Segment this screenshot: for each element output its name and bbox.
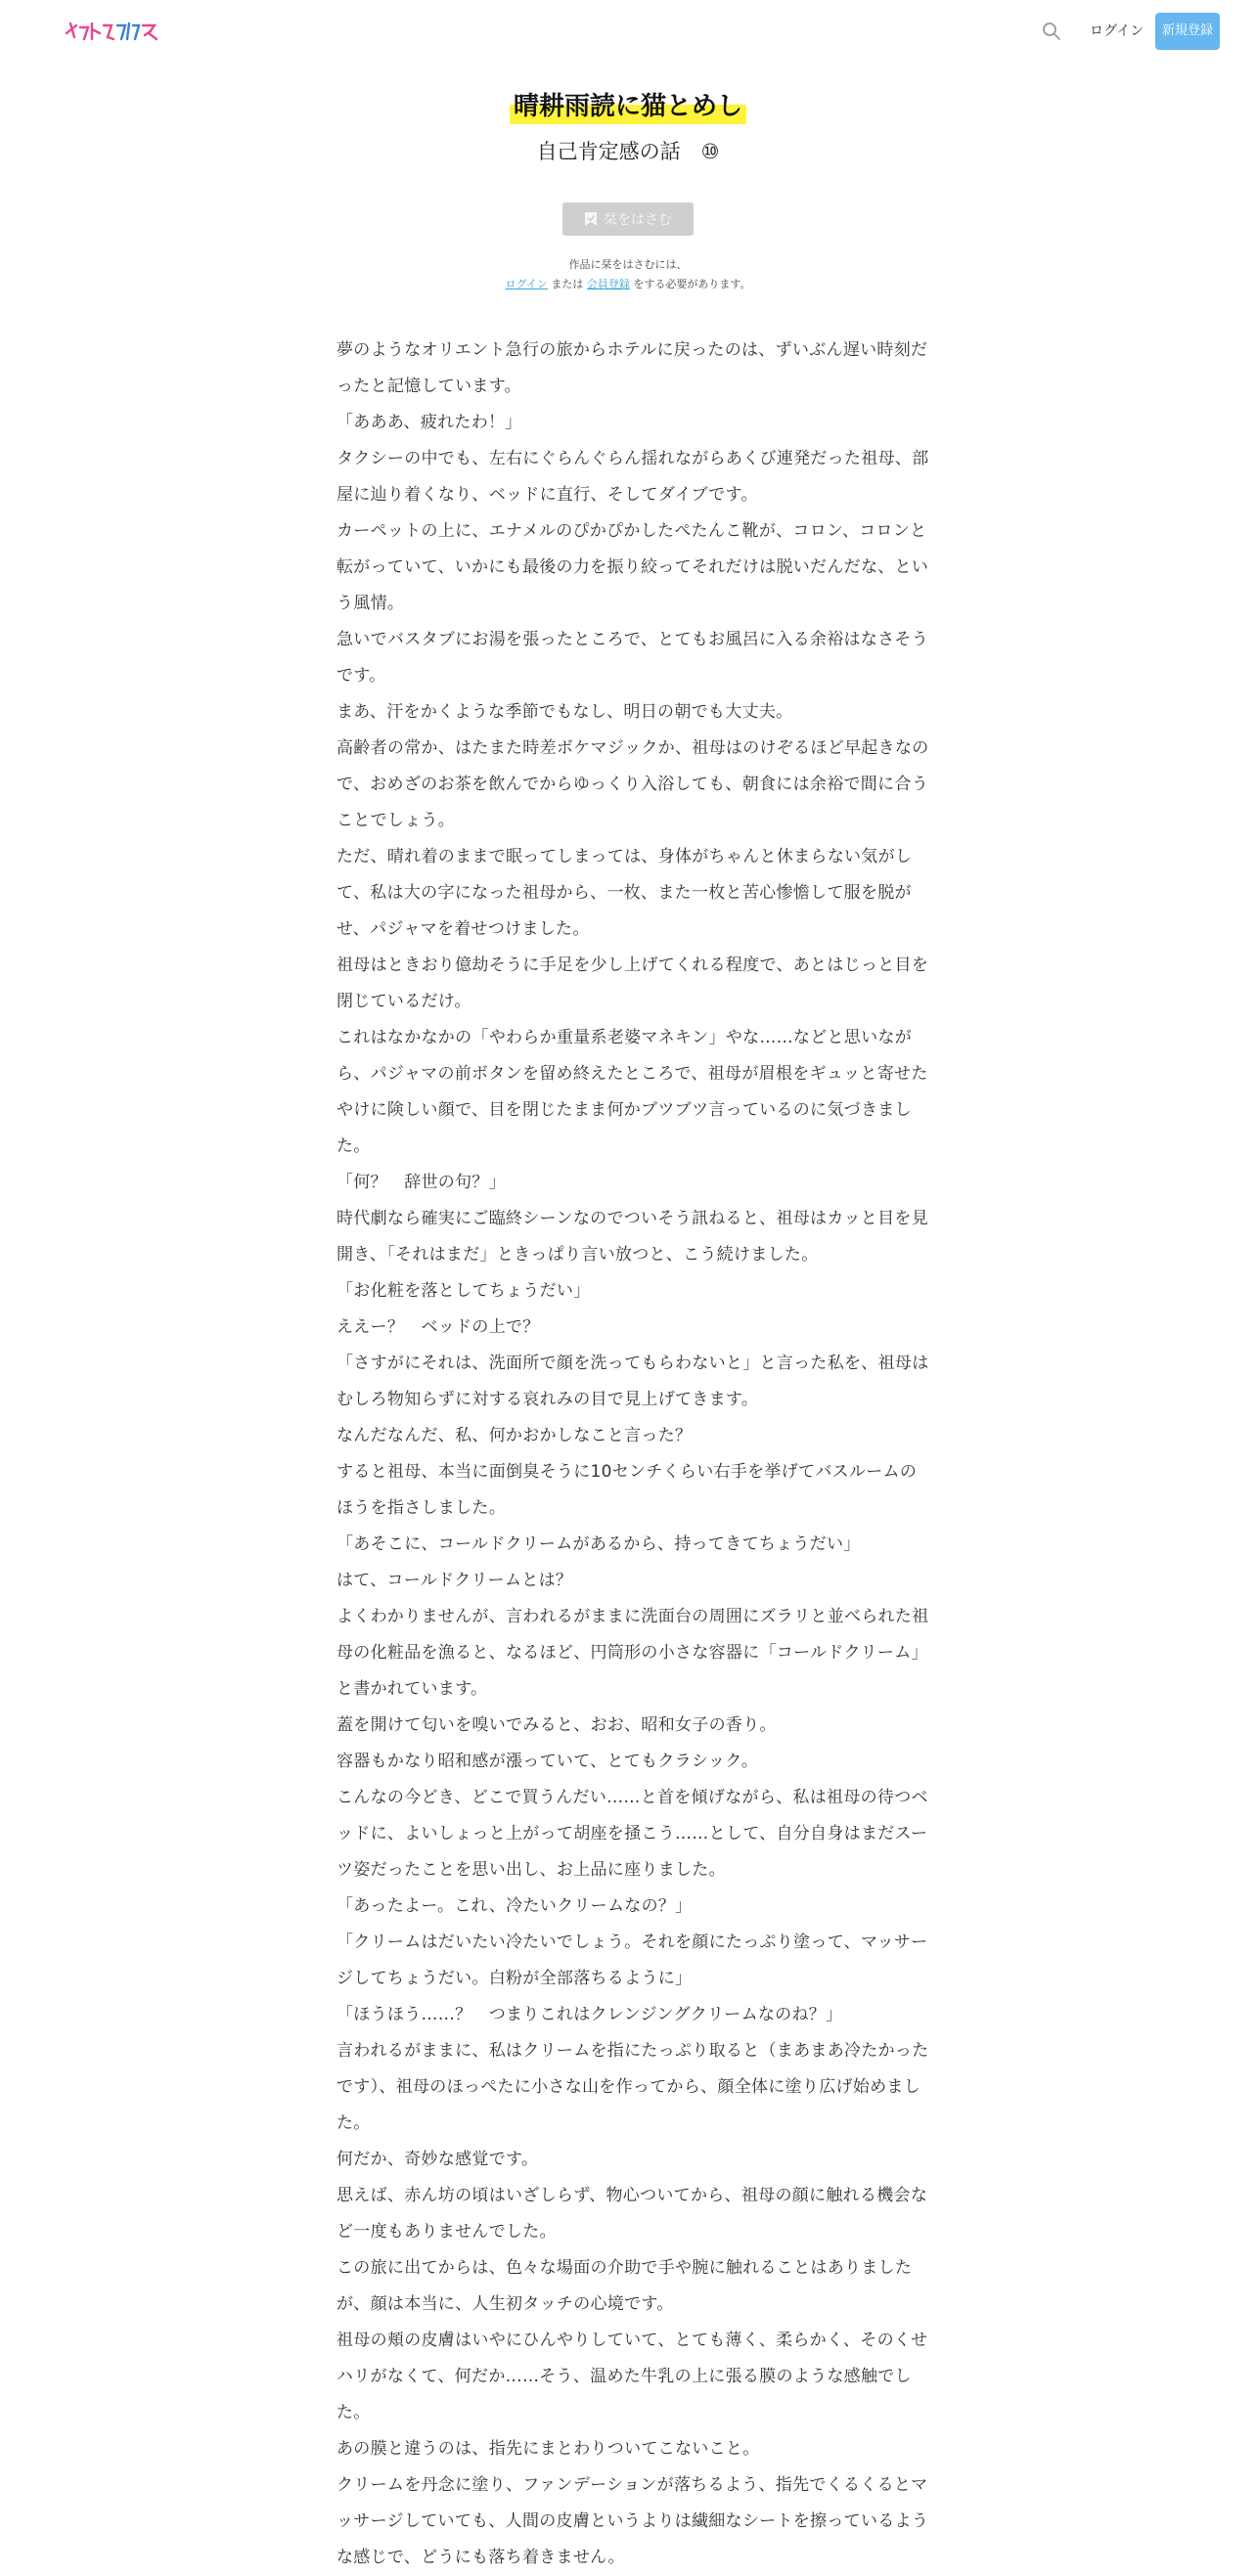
story-paragraph: よくわかりませんが、言われるがままに洗面台の周囲にズラリと並べられた祖母の化粧品を漁ると、なるほど、円筒形の小さな容器に「コールドクリーム」と書かれています。 [336,1607,929,1699]
story-paragraph: 「あそこに、コールドクリームがあるから、持ってきてちょうだい」 [336,1534,861,1554]
search-icon [1042,22,1061,41]
story-paragraph: 容器もかなり昭和感が漲っていて、とてもクラシック。 [336,1752,759,1771]
work-title[interactable]: 晴耕雨読に猫とめし [510,89,746,124]
bookmark-icon [584,211,598,227]
story-paragraph: 蓋を開けて匂いを嗅いでみると、おお、昭和女子の香り。 [336,1715,777,1735]
story-paragraph: 祖母はときおり億劫そうに手足を少し上げてくれる程度で、あとはじっと目を閉じているだけ。 [336,955,929,1011]
search-button[interactable] [1038,18,1065,45]
story-paragraph: 急いでバスタブにお湯を張ったところで、とてもお風呂に入る余裕はなさそうです。 [336,630,928,686]
story-paragraph: はて、コールドクリームとは？ [336,1571,573,1590]
notice-line-2 [0,275,1256,294]
story-paragraph: 何だか、奇妙な感覚です。 [336,2150,539,2169]
story-paragraph: ええー？ ベッドの上で？ [336,1317,540,1337]
story-paragraph: 「あったよー。これ、冷たいクリームなの？」 [336,1896,693,1916]
story-body [336,333,933,2576]
story-paragraph: これはなかなかの「やわらか重量系老婆マネキン」やな……などと思いながら、パジャマの前ボタンを留め終えたところで、祖母が眉根をギュッと寄せたやけに険しい顔で、目を閉じたまま何かブツブツ言っているのに気づきました。 [336,1028,928,1156]
bookmark-button[interactable] [562,202,694,236]
story-paragraph: 「クリームはだいたい冷たいでしょう。それを顔にたっぷり塗って、マッサージしてちょうだい。白粉が全部落ちるように」 [336,1932,928,1988]
story-paragraph: この旅に出てからは、色々な場面の介助で手や腕に触れることはありましたが、顔は本当に、人生初タッチの心境です。 [336,2258,913,2314]
notice-or-text: または [551,278,584,290]
site-logo[interactable] [63,14,160,47]
notice-tail-text: をする必要があります。 [633,278,751,290]
story-paragraph: まあ、汗をかくような季節でもなし、明日の朝でも大丈夫。 [336,702,793,722]
bookmark-section [0,202,1256,236]
story-paragraph: 時代劇なら確実にご臨終シーンなのでついそう訊ねると、祖母はカッと目を見開き、「それはまだ」ときっぱり言い放つと、こう続けました。 [336,1209,928,1265]
story-paragraph: ただ、晴れ着のままで眠ってしまっては、身体がちゃんと休まらない気がして、私は大の字になった祖母から、一枚、また一枚と苦心惨憺して服を脱がせ、パジャマを着せつけました。 [336,847,913,939]
bookmark-notice [0,255,1256,294]
notice-line-1: 作品に栞をはさむには、 [568,258,688,271]
login-link[interactable]: ログイン [1090,23,1144,39]
title-section [0,89,1256,124]
story-paragraph: 「何？ 辞世の句？」 [336,1173,506,1192]
notice-login-link[interactable]: ログイン [505,278,548,290]
story-paragraph: 思えば、赤ん坊の頃はいざしらず、物心ついてから、祖母の顔に触れる機会など一度もありませんでした。 [336,2186,928,2242]
story-paragraph: すると祖母、本当に面倒臭そうに10センチくらい右手を挙げてバスルームのほうを指さしました。 [336,1462,918,1518]
story-paragraph: タクシーの中でも、左右にぐらんぐらん揺れながらあくび連発だった祖母、部屋に辿り着くなり、ベッドに直行、そしてダイブです。 [336,449,929,505]
site-header [0,0,1256,63]
notice-register-link[interactable]: 会員登録 [586,278,630,290]
story-paragraph: 「あああ、疲れたわ！」 [336,413,522,432]
story-paragraph: クリームを丹念に塗り、ファンデーションが落ちるよう、指先でくるくるとマッサージしていても、人間の皮膚というよりは繊細なシートを擦っているような感じで、どうにも落ち着きません。 [336,2475,929,2567]
story-paragraph: カーペットの上に、エナメルのぴかぴかしたぺたんこ靴が、コロン、コロンと転がっていて、いかにも最後の力を振り絞ってそれだけは脱いだんだな、という風情。 [336,521,929,613]
story-paragraph: あの膜と違うのは、指先にまとわりついてこないこと。 [336,2439,760,2459]
story-paragraph: 「さすがにそれは、洗面所で顔を洗ってもらわないと」と言った私を、祖母はむしろ物知らずに対する哀れみの目で見上げてきます。 [336,1354,929,1409]
story-paragraph: 「ほうほう……？ つまりこれはクレンジングクリームなのね？」 [336,2005,843,2024]
story-paragraph: 言われるがままに、私はクリームを指にたっぷり取ると（まあまあ冷たかったです）、祖母のほっぺたに小さな山を作ってから、顔全体に塗り広げ始めました。 [336,2041,929,2133]
signup-button[interactable]: 新規登録 [1155,13,1220,50]
story-paragraph: 高齢者の常か、はたまた時差ボケマジックか、祖母はのけぞるほど早起きなので、おめざのお茶を飲んでからゆっくり入浴しても、朝食には余裕で間に合うことでしょう。 [336,738,929,830]
story-paragraph: こんなの今どき、どこで買うんだい……と首を傾げながら、私は祖母の待つベッドに、よいしょっと上がって胡座を掻こう……として、自分自身はまだスーツ姿だったことを思い出し、お上品に座りました。 [336,1788,928,1880]
episode-title: 自己肯定感の話 ⑩ [536,140,720,163]
bookmark-button-label: 栞をはさむ [604,212,672,228]
story-paragraph: 夢のようなオリエント急行の旅からホテルに戻ったのは、ずいぶん遅い時刻だったと記憶しています。 [336,340,928,396]
story-paragraph: なんだなんだ、私、何かおかしなこと言った？ [336,1426,693,1445]
story-paragraph: 「お化粧を落としてちょうだい」 [336,1281,591,1301]
story-paragraph: 祖母の頬の皮膚はいやにひんやりしていて、とても薄く、柔らかく、そのくせハリがなくて、何だか……そう、温めた牛乳の上に張る膜のような感触でした。 [336,2331,928,2422]
